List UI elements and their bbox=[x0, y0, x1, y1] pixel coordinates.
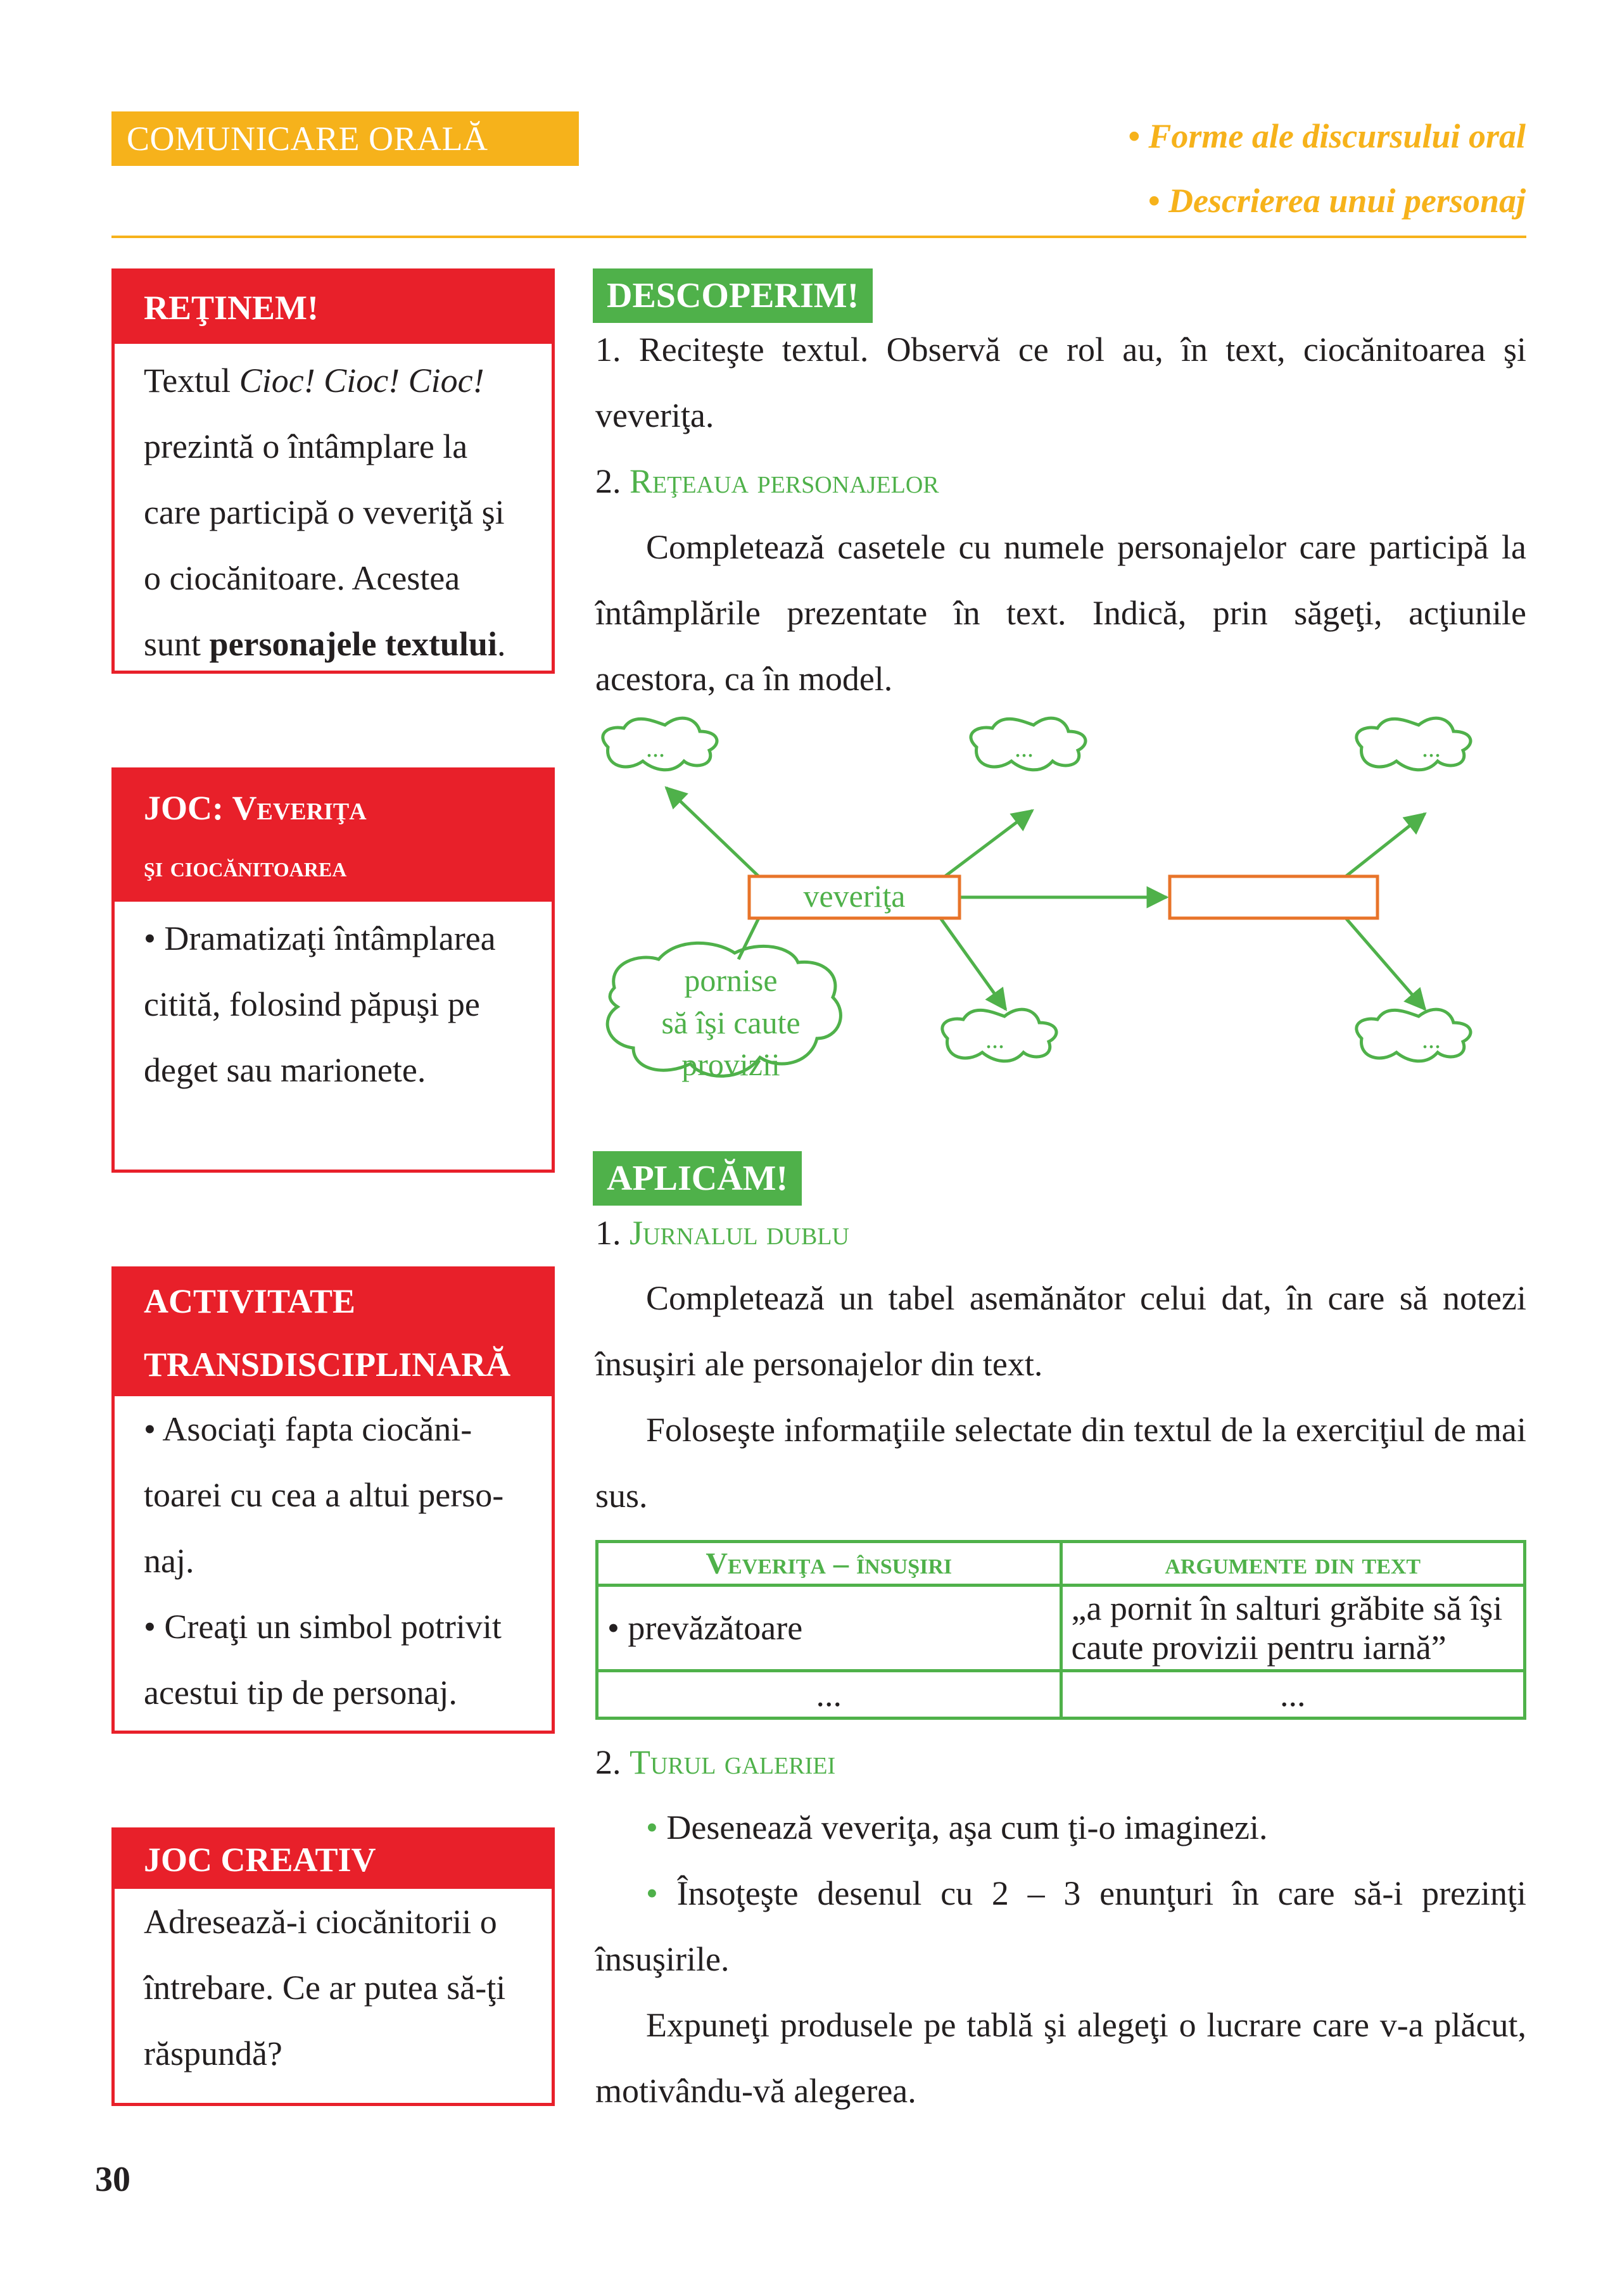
green-bullet: • bbox=[646, 1808, 658, 1846]
arrow-right-bottom bbox=[1346, 918, 1425, 1009]
cloud-top-left-text: ... bbox=[646, 734, 665, 762]
activitate-title-b: TRANSDISCIPLINARĂ bbox=[144, 1346, 511, 1384]
joc-title bbox=[115, 771, 552, 902]
table-header-row bbox=[597, 1542, 1525, 1586]
example-action-line-2: să îşi caute bbox=[661, 1005, 801, 1040]
section-badge: COMUNICARE ORALĂ bbox=[111, 111, 579, 166]
aplicam-bullet-1-text: Desenează veveriţa, aşa cum ţi-o imaginezi. bbox=[666, 1808, 1268, 1846]
cloud-top-middle-text: ... bbox=[1015, 734, 1034, 762]
example-action-line-3: provizii bbox=[681, 1047, 780, 1082]
aplicam-badge: APLICĂM! bbox=[593, 1151, 802, 1206]
creativ-box bbox=[111, 1827, 555, 2106]
arrow-left-bottom-middle bbox=[940, 918, 1006, 1009]
table-cell-trait: • prevăzătoare bbox=[597, 1586, 1061, 1671]
header-rule bbox=[111, 236, 1526, 238]
retinem-text bbox=[115, 344, 552, 677]
aplicam-item-2-heading: Turul galeriei bbox=[630, 1743, 836, 1781]
table-header-traits: Veveriţa – însuşiri bbox=[597, 1542, 1061, 1586]
aplicam-paragraph-3: Expuneţi produsele pe tablă şi alegeţi o lucrare care v-a plăcut, motivându-vă alegerea. bbox=[595, 2006, 1526, 2110]
creativ-title: JOC CREATIV bbox=[115, 1831, 552, 1889]
joc-title-c: şi ciocănitoarea bbox=[144, 850, 347, 883]
double-journal-table bbox=[595, 1540, 1526, 1720]
activitate-text bbox=[115, 1396, 552, 1725]
activitate-title-a: ACTIVITATE bbox=[144, 1282, 356, 1320]
joc-title-a: JOC: bbox=[144, 789, 232, 827]
descoperim-badge: DESCOPERIM! bbox=[593, 268, 873, 323]
topic-2: • Descrierea unui personaj bbox=[1148, 182, 1526, 220]
example-action-line-1: pornise bbox=[684, 962, 778, 998]
cloud-bottom-right-text: ... bbox=[1422, 1025, 1441, 1054]
aplicam-item-2-number: 2. bbox=[595, 1743, 630, 1781]
cloud-top-right bbox=[1357, 718, 1471, 770]
retinem-title: REŢINEM! bbox=[115, 272, 552, 344]
activitate-title bbox=[115, 1270, 552, 1396]
aplicam-bullet-1 bbox=[595, 1795, 1526, 1860]
descoperim-item-2-text: Completează casetele cu numele personajelor care participă la întâmplările prezentate în text. Indică, prin săgeţi, acţiunile acestora, ca în model. bbox=[595, 528, 1526, 698]
joc-box bbox=[111, 767, 555, 1173]
cloud-bottom-right bbox=[1357, 1009, 1471, 1061]
arrow-right-top bbox=[1346, 814, 1425, 876]
creativ-text: Adresează-i ciocănitorii o întrebare. Ce ar putea să-ţi răspundă? bbox=[144, 1903, 506, 2072]
aplicam-item-1-heading: Jurnalul dublu bbox=[630, 1214, 849, 1252]
aplicam-paragraph-2: Foloseşte informaţiile selectate din textul de la exerciţiul de mai sus. bbox=[595, 1411, 1526, 1515]
retinem-box bbox=[111, 268, 555, 674]
descoperim-item-2-heading: Reţeaua personajelor bbox=[630, 462, 939, 500]
table-row bbox=[597, 1671, 1525, 1719]
arrow-left-example bbox=[738, 918, 759, 959]
table-cell-placeholder: ... bbox=[1061, 1671, 1525, 1719]
empty-character-box bbox=[1170, 876, 1377, 918]
table-row bbox=[597, 1586, 1525, 1671]
character-network-diagram bbox=[589, 709, 1533, 1114]
retinem-text-title: Cioc! Cioc! Cioc! bbox=[239, 362, 484, 400]
veverita-label: veveriţa bbox=[803, 878, 906, 914]
green-bullet: • bbox=[646, 1874, 658, 1912]
table-header-arguments: argumente din text bbox=[1061, 1542, 1525, 1586]
joc-title-b: Veveriţa bbox=[232, 789, 367, 827]
retinem-text-bold: personajele textului bbox=[209, 625, 497, 663]
activitate-box bbox=[111, 1266, 555, 1734]
aplicam-bullet-2-text: Însoţeşte desenul cu 2 – 3 enunţuri în care să-i prezinţi însuşirile. bbox=[595, 1874, 1526, 1978]
table-cell-placeholder: ... bbox=[597, 1671, 1061, 1719]
page-number: 30 bbox=[95, 2160, 130, 2199]
topic-1: • Forme ale discursului oral bbox=[1127, 117, 1526, 155]
aplicam-item-2-title bbox=[595, 1734, 1526, 1791]
descoperim-item-2-title bbox=[595, 448, 1526, 514]
retinem-text-c: . bbox=[497, 625, 506, 663]
cloud-top-right-text: ... bbox=[1422, 734, 1441, 762]
joc-text: • Dramatizaţi întâmplarea citită, folosind păpuşi pe deget sau marionete. bbox=[144, 919, 496, 1089]
arrow-left-top bbox=[666, 788, 759, 876]
retinem-text-b: prezintă o întâmplare la care participă o veveriţă şi o ciocănitoare. Acestea sunt bbox=[144, 427, 505, 663]
arrow-left-top-middle bbox=[945, 811, 1032, 876]
retinem-text-a: Textul bbox=[144, 362, 239, 400]
aplicam-item-1-title bbox=[595, 1204, 1526, 1261]
aplicam-paragraph-1: Completează un tabel asemănător celui dat, în care să notezi însuşiri ale personajelor din text. bbox=[595, 1279, 1526, 1383]
descoperim-item-1: 1. Reciteşte textul. Observă ce rol au, în text, ciocănitoarea şi veveriţa. bbox=[595, 331, 1526, 434]
aplicam-bullet-2 bbox=[595, 1860, 1526, 1992]
descoperim-item-2-number: 2. bbox=[595, 462, 630, 500]
activitate-bullet-1: • Asociaţi fapta ciocăni-toarei cu cea a altui perso-naj. bbox=[144, 1410, 504, 1580]
cloud-bottom-middle-text: ... bbox=[985, 1025, 1004, 1054]
activitate-bullet-2: • Creaţi un simbol potrivit acestui tip de personaj. bbox=[144, 1608, 502, 1712]
table-cell-argument: „a pornit în salturi grăbite să îşi caute provizii pentru iarnă” bbox=[1061, 1586, 1525, 1671]
aplicam-item-1-number: 1. bbox=[595, 1214, 630, 1252]
